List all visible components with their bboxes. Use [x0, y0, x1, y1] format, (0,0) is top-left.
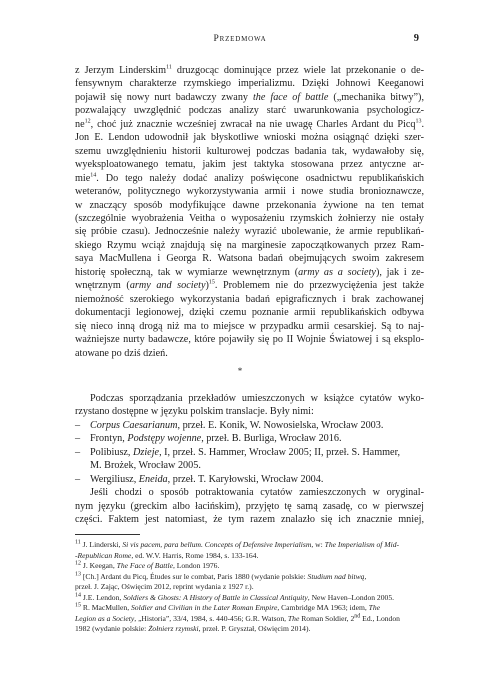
text-line: pojawił się nowy nurt badawczy zwany the face of battle („mechanika bitwy”),: [75, 91, 424, 103]
footnote-line: 1982 (wydanie polskie: Żołnierz rzymski, przeł. P. Gryształ, Oświęcim 2014).: [75, 624, 311, 633]
footnotes: [75, 540, 424, 635]
text-line: dokumentacji legionowej, dzięki czemu poznanie armii republikańskich odbywa: [75, 307, 424, 319]
text-line: z Jerzym Linderskim$^{11}$ druzgocąc dominujące przez wiele lat przekonanie o de-: [75, 64, 424, 76]
footnote-line: $^{14}$ J.E. Lendon, Soldiers & Ghosts: A History of Battle in Classical Antiquity, New Haven–London 2005.: [75, 591, 395, 602]
text-line: $ne^{12}$, choć już znacznie wcześniej zwracał na nie uwagę Charles Ardant du Picq$^{13}$.: [75, 118, 424, 130]
text-line: rzystano dostępne w języku polskim translacje. Były nimi:: [75, 406, 314, 418]
text-line: skiego Rzymu wciąż znajdują się na marginesie zapoczątkowanych przez Ram-: [75, 239, 424, 251]
footnote-line: przeł. J. Zając, Oświęcim 2012, reprint wydania z 1927 r.).: [75, 582, 254, 591]
text-line: fensywnym charakterze rzymskiego imperializmu. Dzięki Johnowi Keeganowi: [75, 78, 424, 90]
list-item-continuation: M. Brożek, Wrocław 2005.: [90, 460, 201, 472]
footnote-line: $^{11}$ J. Linderski, Si vis pacem, para bellum. Concepts of Defensive Imperialism, w: The Imperialism of Mid-: [75, 539, 400, 549]
text-line: Jon E. Lendon udowodnił jak błyskotliwe wnioski można osiągnąć dzięki szer-: [75, 132, 424, 144]
text-line: Podczas sporządzania przekładów umieszczonych w książce cytatów wyko-: [90, 393, 424, 404]
list-item: – Polibiusz, Dzieje, I, przeł. S. Hammer, Wrocław 2005; II, przeł. S. Hammer,: [75, 446, 401, 458]
text-line: szemu uwzględnieniu historii kulturowej podczas badania tak, wydawałoby się,: [75, 145, 424, 157]
text-line: Jeśli chodzi o sposób potraktowania cytatów zamieszczonych w oryginal-: [90, 487, 424, 499]
translations-list: [75, 419, 424, 486]
page-number: 9: [413, 33, 419, 44]
running-header: Przedmowa: [213, 34, 267, 44]
text-line: mie$^{14}$. Do tego należy dodać analizy poświęcone osadnictwu republikańskich: [75, 172, 424, 184]
text-line: pozwalający uwzględnić podczas analizy starć uwarunkowania psychologicz-: [75, 105, 424, 117]
text-line: niemożność szerokiego wykorzystania badań epigraficznych i brak zachowanej: [75, 293, 424, 305]
footnote-line: -Republican Rome, ed. W.V. Harris, Rome 1984, s. 133-164.: [75, 550, 259, 560]
text-line: ważniejsze nurty badawcze, które pojawiły się po II Wojnie Światowej i są eksplo-: [75, 334, 424, 346]
footnote-line: $^{12}$ J. Keegan, The Face of Battle, London 1976.: [75, 560, 220, 570]
text-line: się nieco inną drogą niż ma to miejsce w przypadku armii cesarskiej. Są to naj-: [75, 320, 424, 332]
text-line: w znaczący sposób modyfikujące dawne przekonania żywione na ten temat: [75, 199, 424, 211]
text-line: wyeksploatowanego tematu, jakim jest taktyka stosowana przez antyczne ar-: [75, 159, 424, 171]
list-item: – Corpus Caesarianum, przeł. E. Konik, W. Nowosielska, Wrocław 2003.: [75, 419, 384, 431]
footnote-line: $^{15}$ R. MacMullen, Soldier and Civilian in the Later Roman Empire, Cambridge MA 1963; idem, The: [75, 602, 381, 612]
text-line: saya MacMullena i Georga R. Watsona badań obejmujących swoim zakresem: [75, 253, 424, 265]
text-line: (szczególnie wyobrażenia Veitha o wyposażeniu rzymskich żołnierzy nie ostały: [75, 212, 424, 224]
footnote-rule: [75, 534, 140, 535]
text-line: wnętrznym (army and society)$^{15}$. Problemem nie do przezwyciężenia jest także: [75, 279, 424, 292]
list-item: – Wergiliusz, Eneida, przeł. T. Karyłowski, Wrocław 2004.: [75, 473, 324, 485]
list-item: – Frontyn, Podstępy wojenne, przeł. B. Burliga, Wrocław 2016.: [75, 433, 342, 445]
main-paragraph: [75, 64, 424, 360]
section-separator: *: [237, 366, 243, 376]
text-line: części. Faktem jest natomiast, że tym razem znalazło się ich znacznie mniej,: [75, 514, 424, 526]
text-line: się próbie czasu). Jednocześnie należy wyrazić ubolewanie, że armie republikań-: [75, 226, 424, 238]
translations-section: [75, 392, 424, 527]
footnote-line: $^{13}$ [Ch.] Ardant du Picq, Études sur le combat, Paris 1880 (wydanie polskie: Studium nad bitwą,: [75, 570, 367, 581]
text-line: atowane po dziś dzień.: [75, 347, 168, 359]
footnote-line: Legion as a Society, „Historia”, 33/4, 1984, s. 440-456; G.R. Watson, The Roman Soldier, 2nd Ed., London: [75, 612, 400, 623]
text-line: nym języku (greckim albo łacińskim), przyjęto tę samą zasadę, co w pierwszej: [75, 500, 424, 512]
text-line: weteranów, politycznego wykorzystywania armii i nowe studia bronioznawcze,: [75, 186, 424, 198]
text-line: historię społeczną, tak w wymiarze wewnętrznym (army as a society), jak i ze-: [75, 266, 424, 278]
